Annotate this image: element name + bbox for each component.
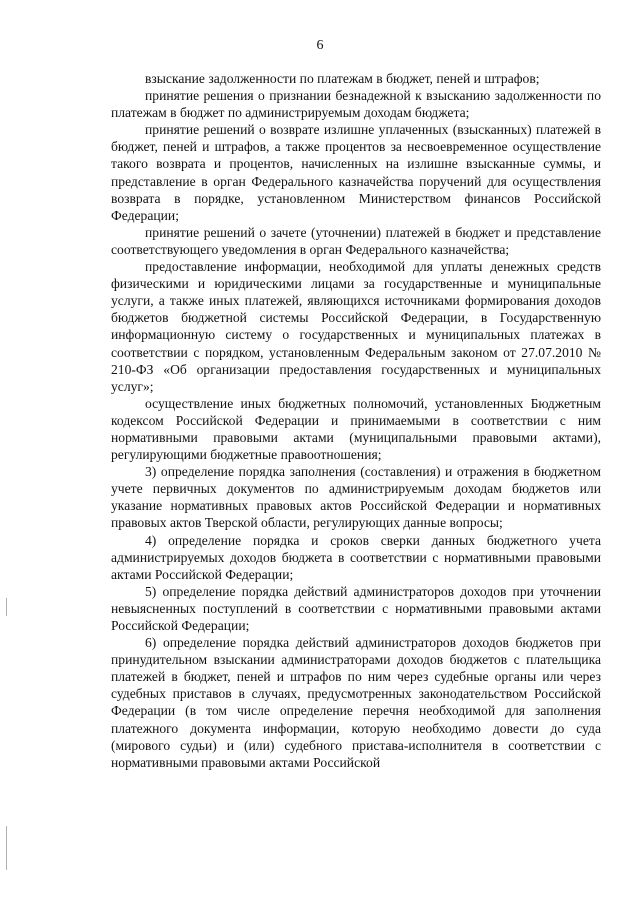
paragraph-10: 6) определение порядка действий администраторов доходов бюджетов при принудительном взыскании администраторами доходов бюджетов с плательщика платежей в бюджет, пеней и штрафов по ним через судебные органы или через судебных приставов в случаях, предусмотренных законодательством Российской Федерации (в том числе определение перечня необходимой для заполнения платежного документа информации, которую необходимо довести до суда (мирового судьи) и (или) судебного пристава-исполнителя в соответствии с нормативными правовыми актами Российской xyxy=(111,635,601,770)
paragraph-3: принятие решений о возврате излишне уплаченных (взысканных) платежей в бюджет, пеней и штрафов, а также процентов за несвоевременное осуществление такого возврата и процентов, начисленных на излишне взысканные суммы, и представление в орган Федерального казначейства поручений для осуществления возврата в порядке, установленном Министерством финансов Российской Федерации; xyxy=(111,122,601,223)
paragraph-6: осуществление иных бюджетных полномочий, установленных Бюджетным кодексом Российской Федерации и принимаемыми в соответствии с ним нормативными правовыми актами (муниципальными правовыми актами), регулирующими бюджетные правоотношения; xyxy=(111,395,601,463)
paragraph-9: 5) определение порядка действий администраторов доходов при уточнении невыясненных поступлений в соответствии с нормативными правовыми актами Российской Федерации; xyxy=(111,583,601,633)
scan-margin-mark xyxy=(6,598,7,616)
document-body xyxy=(111,70,601,771)
paragraph-4: принятие решений о зачете (уточнении) платежей в бюджет и представление соответствующего уведомления в орган Федерального казначейства; xyxy=(111,224,601,257)
paragraph-7: 3) определение порядка заполнения (составления) и отражения в бюджетном учете первичных документов по администрируемым доходам бюджетов или указание нормативных правовых актов Российской Федерации и нормативных правовых актов Тверской области, регулирующих данные вопросы; xyxy=(111,464,601,531)
paragraph-8: 4) определение порядка и сроков сверки данных бюджетного учета администрируемых доходов бюджета в соответствии с нормативными правовыми актами Российской Федерации; xyxy=(111,532,601,582)
paragraph-2: принятие решения о признании безнадежной к взысканию задолженности по платежам в бюджет по администрируемым доходам бюджета; xyxy=(111,88,601,121)
paragraph-1: взыскание задолженности по платежам в бюджет, пеней и штрафов; xyxy=(145,71,540,86)
scan-margin-mark xyxy=(6,826,7,870)
page-number: 6 xyxy=(316,38,324,53)
paragraph-5: предоставление информации, необходимой для уплаты денежных средств физическими и юридическими лицами за государственные и муниципальные услуги, а также иных платежей, являющихся источниками формирования доходов бюджетов бюджетной системы Российской Федерации, в Государственную информационную систему о государственных и муниципальных платежах в соответствии с порядком, установленным Федеральным законом от 27.07.2010 № 210-ФЗ «Об организации предоставления государственных и муниципальных услуг»; xyxy=(111,259,601,394)
